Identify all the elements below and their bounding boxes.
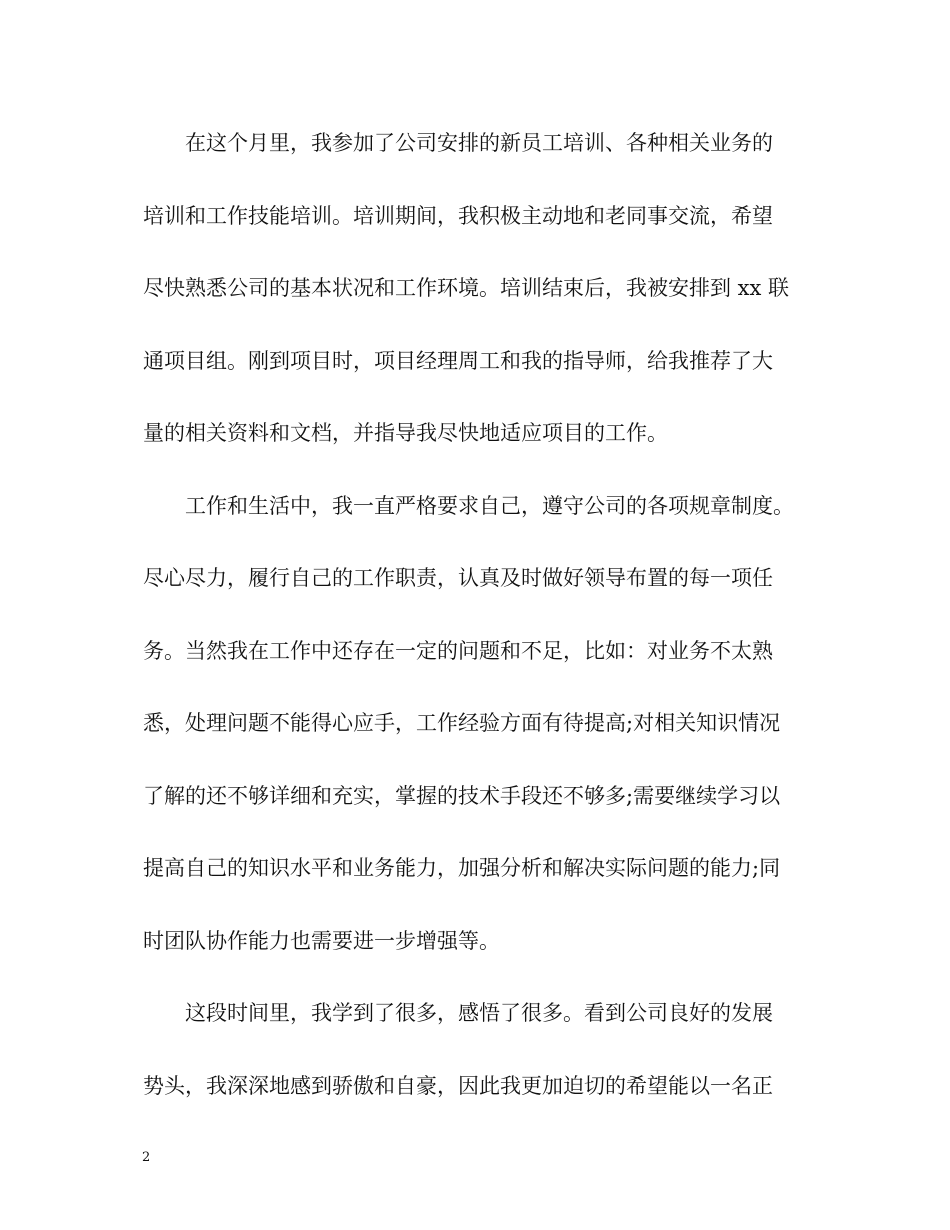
text-line: 尽心尽力，履行自己的工作职责，认真及时做好领导布置的每一项任	[143, 566, 773, 590]
page-number: 2	[142, 1150, 151, 1165]
text-line: 悉，处理问题不能得心应手，工作经验方面有待提高;对相关知识情况	[143, 711, 781, 735]
text-line: 尽快熟悉公司的基本状况和工作环境。培训结束后，我被安排到 xx 联	[143, 276, 790, 300]
text-line: 势头，我深深地感到骄傲和自豪，因此我更加迫切的希望能以一名正	[143, 1073, 773, 1098]
text-line: 在这个月里，我参加了公司安排的新员工培训、各种相关业务的	[185, 131, 773, 155]
text-line: 培训和工作技能培训。培训期间，我积极主动地和老同事交流，希望	[143, 203, 773, 228]
text-line: 时团队协作能力也需要进一步增强等。	[143, 928, 500, 953]
text-line: 提高自己的知识水平和业务能力，加强分析和解决实际问题的能力;同	[143, 856, 781, 880]
text-line: 了解的还不够详细和充实，掌握的技术手段还不够多;需要继续学习以	[143, 783, 781, 808]
text-line: 这段时间里，我学到了很多，感悟了很多。看到公司良好的发展	[185, 1001, 773, 1025]
body-text	[143, 121, 808, 1136]
text-line: 工作和生活中，我一直严格要求自己，遵守公司的各项规章制度。	[185, 493, 794, 518]
text-line: 务。当然我在工作中还存在一定的问题和不足，比如：对业务不太熟	[143, 638, 773, 663]
text-line: 量的相关资料和文档，并指导我尽快地适应项目的工作。	[143, 421, 668, 445]
text-line: 通项目组。刚到项目时，项目经理周工和我的指导师，给我推荐了大	[143, 348, 773, 373]
